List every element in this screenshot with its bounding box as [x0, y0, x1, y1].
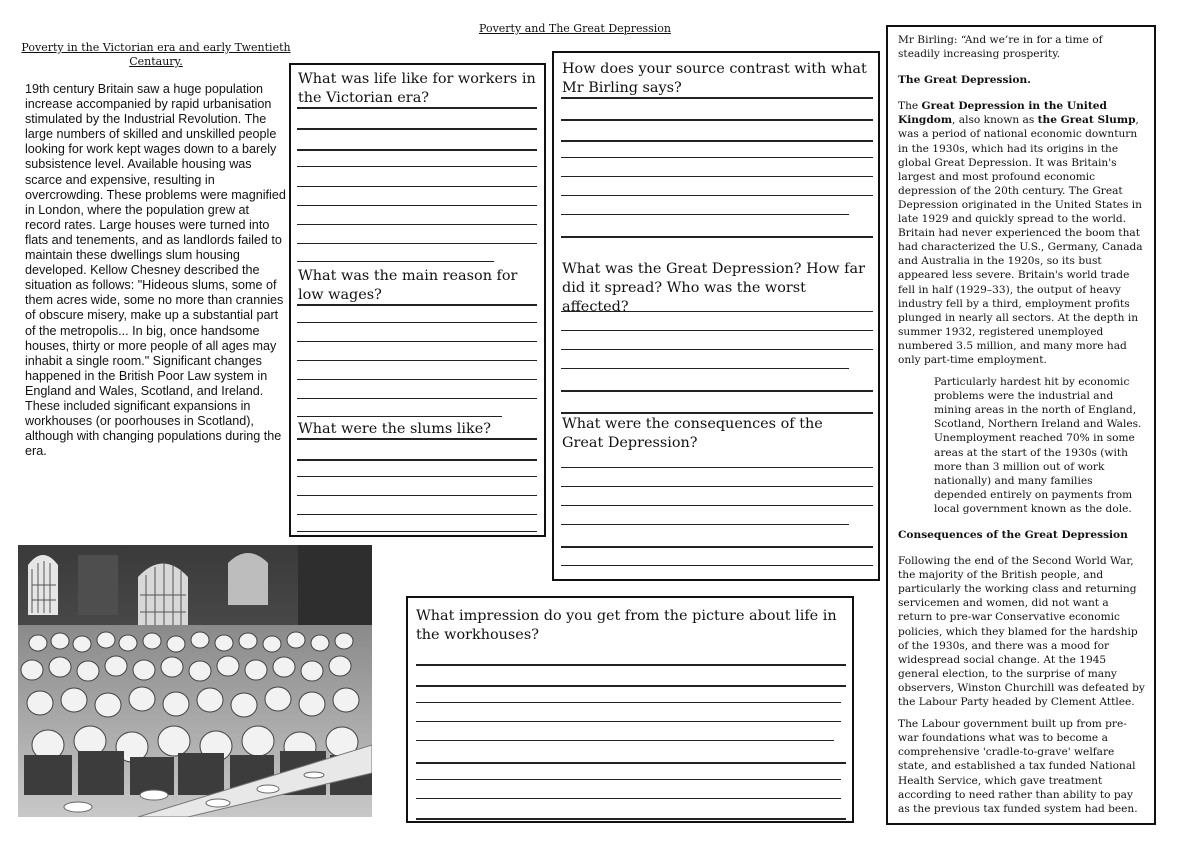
- answer-line[interactable]: [297, 438, 537, 440]
- question-workhouse-impression: What impression do you get from the picture about life in the workhouses?: [416, 608, 837, 643]
- answer-line[interactable]: [561, 349, 873, 350]
- answer-line[interactable]: [416, 762, 846, 764]
- answer-line[interactable]: [297, 360, 537, 361]
- answer-line[interactable]: [561, 330, 873, 331]
- answer-line[interactable]: [561, 368, 849, 369]
- answer-line[interactable]: [297, 224, 537, 225]
- answer-line[interactable]: [297, 476, 537, 477]
- answer-line[interactable]: [561, 505, 873, 506]
- answer-line[interactable]: [297, 531, 537, 532]
- question-life-workers: What was life like for workers in the Victorian era?: [298, 71, 536, 106]
- answer-line[interactable]: [297, 243, 537, 244]
- page-title: Poverty and The Great Depression: [479, 22, 671, 35]
- answer-line[interactable]: [416, 740, 834, 741]
- answer-line[interactable]: [297, 514, 537, 515]
- answer-line[interactable]: [561, 214, 849, 215]
- answer-line[interactable]: [297, 261, 494, 262]
- birling-quote: Mr Birling: “And we’re in for a time of steadily increasing prosperity.: [898, 34, 1103, 61]
- answer-line[interactable]: [297, 107, 537, 109]
- answer-line[interactable]: [297, 398, 537, 399]
- answer-line[interactable]: [416, 721, 841, 722]
- answer-line[interactable]: [561, 524, 849, 525]
- answer-line[interactable]: [561, 486, 873, 487]
- answer-line[interactable]: [561, 412, 873, 414]
- answer-line[interactable]: [416, 664, 846, 666]
- source-text-box: [886, 25, 1156, 825]
- answer-line[interactable]: [416, 702, 841, 703]
- questions-box-victorian: [289, 63, 546, 537]
- answer-line[interactable]: [416, 798, 841, 799]
- answer-line[interactable]: [561, 140, 873, 142]
- answer-line[interactable]: [561, 176, 873, 177]
- answer-line[interactable]: [297, 416, 502, 417]
- questions-box-depression: [552, 51, 880, 581]
- answer-line[interactable]: [297, 379, 537, 380]
- answer-line[interactable]: [416, 685, 846, 687]
- heading-great-depression: The Great Depression.: [898, 74, 1031, 87]
- answer-line[interactable]: [297, 166, 537, 167]
- workhouse-photo: [18, 545, 372, 817]
- answer-line[interactable]: [416, 818, 846, 820]
- answer-line[interactable]: [561, 119, 873, 121]
- answer-line[interactable]: [561, 157, 873, 158]
- answer-line[interactable]: [561, 565, 873, 566]
- answer-line[interactable]: [297, 205, 537, 206]
- answer-line[interactable]: [297, 128, 537, 130]
- answer-line[interactable]: [416, 779, 841, 780]
- answer-line[interactable]: [561, 195, 873, 196]
- answer-line[interactable]: [297, 341, 537, 342]
- paragraph-hardest-hit: Particularly hardest hit by economic problems were the industrial and mining areas in the north of England, Scotland, Northern Ireland and Wales. Unemployment reached 70% in some areas at the start of the 1930s (with more than 3 million out of work nationally) and many families depended entirely on payments from local government known as the dole.: [934, 376, 1142, 515]
- question-slums: What were the slums like?: [298, 421, 491, 437]
- question-great-depression: What was the Great Depression? How far did it spread? Who was the worst affected?: [562, 261, 865, 315]
- paragraph-welfare-state: The Labour government built up from pre-war foundations what was to become a comprehensive 'cradle-to-grave' welfare state, and established a tax funded National Health Service, which gave treatment according to need rather than ability to pay as the previous tax funded system had been.: [898, 718, 1138, 815]
- workhouse-image: [18, 545, 372, 817]
- paragraph-great-depression: The Great Depression in the United Kingdom, also known as the Great Slump, was a period of national economic downturn in the 1930s, which had its origins in the global Great Depression. It was Britain's largest and most profound economic depression of the 20th century. The Great Depression originated in the United States in late 1929 and quickly spread to the world. Britain had never experienced the boom that had characterized the U.S., Germany, Canada and Australia in the 1920s, so its bust appeared less severe. Britain's world trade fell in half (1929–33), the output of heavy industry fell by a third, employment profits plunged in nearly all sectors. At the depth in summer 1932, registered unemployed numbered 3.5 million, and many more had only part-time employment.: [898, 100, 1143, 366]
- answer-line[interactable]: [561, 97, 873, 99]
- answer-line[interactable]: [561, 311, 873, 312]
- question-low-wages: What was the main reason for low wages?: [298, 268, 518, 303]
- answer-line[interactable]: [297, 495, 537, 496]
- questions-box-workhouse: [406, 596, 854, 823]
- answer-line[interactable]: [561, 467, 873, 468]
- answer-line[interactable]: [297, 186, 537, 187]
- question-birling-contrast: How does your source contrast with what Mr Birling says?: [562, 61, 867, 96]
- answer-line[interactable]: [561, 236, 873, 238]
- answer-line[interactable]: [297, 304, 537, 306]
- paragraph-post-war: Following the end of the Second World War, the majority of the British people, and particularly the working class and returning servicemen and women, did not want a return to pre-war Conservative economic policies, which they blamed for the hardship of the 1930s, and there was a mood for widespread social change. At the 1945 general election, to the surprise of many observers, Winston Churchill was defeated by the Labour Party headed by Clement Attlee.: [898, 555, 1145, 709]
- answer-line[interactable]: [297, 459, 537, 461]
- answer-line[interactable]: [561, 390, 873, 392]
- answer-line[interactable]: [561, 546, 873, 548]
- question-consequences: What were the consequences of the Great Depression?: [562, 416, 823, 451]
- intro-text: 19th century Britain saw a huge population increase accompanied by rapid urbanisation stimulated by the Industrial Revolution. The large numbers of skilled and unskilled people looking for work kept wages down to a barely subsistence level. Available housing was scarce and expensive, resulting in overcrowding. These problems were magnified in London, where the population grew at record rates. Large houses were turned into flats and tenements, and as landlords failed to maintain these dwellings slum housing developed. Kellow Chesney described the situation as follows: "Hideous slums, some of them acres wide, some no more than crannies of obscure misery, make up a substantial part of the metropolis... In big, once handsome houses, thirty or more people of all ages may inhabit a single room." Significant changes happened in the British Poor Law system in England and Wales, Scotland, and Ireland. These included significant expansions in workhouses (or poorhouses in Scotland), although with changing populations during the era.: [25, 82, 286, 459]
- answer-line[interactable]: [297, 322, 537, 323]
- answer-line[interactable]: [297, 149, 537, 151]
- intro-heading: Poverty in the Victorian era and early Twentieth Centaury.: [21, 41, 291, 68]
- heading-consequences: Consequences of the Great Depression: [898, 529, 1128, 541]
